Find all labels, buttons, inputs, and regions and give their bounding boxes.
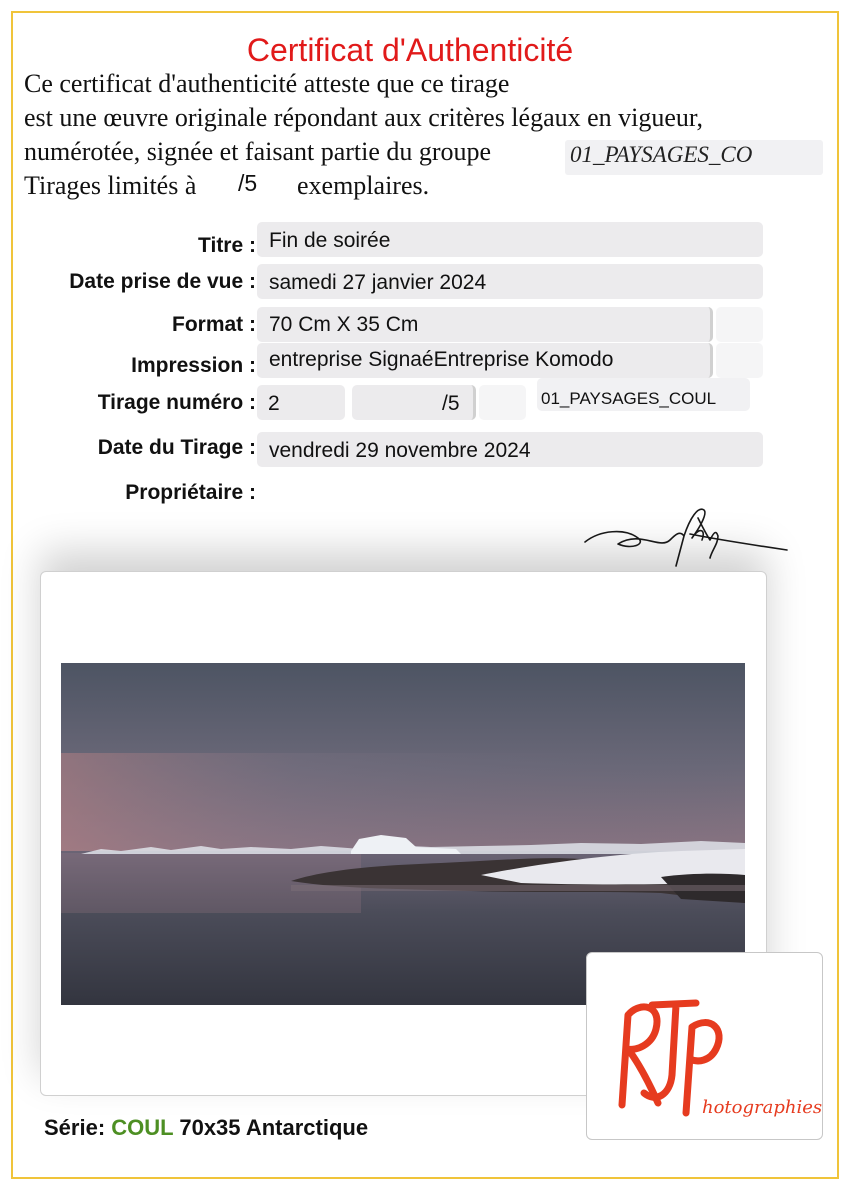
series-description: 70x35 Antarctique — [179, 1115, 369, 1140]
logo-script: hotographies — [702, 1097, 823, 1118]
intro-line-4-suffix: exemplaires. — [297, 171, 430, 200]
label-date-tirage: Date du Tirage : — [97, 436, 256, 459]
intro-line-1: Ce certificat d'authenticité atteste que ce tirage — [24, 69, 510, 98]
tirage-group-value: 01_PAYSAGES_COUL — [541, 389, 717, 408]
intro-line-4-prefix: Tirages limités à — [24, 171, 197, 200]
signature — [580, 500, 795, 575]
format-field-extra — [716, 307, 763, 342]
series-line — [44, 1115, 368, 1141]
intro-line-2: est une œuvre originale répondant aux critères légaux en vigueur, — [24, 103, 704, 132]
label-format: Format : — [172, 313, 256, 336]
label-titre: Titre : — [198, 234, 256, 257]
titre-value: Fin de soirée — [269, 229, 391, 252]
certificate-title: Certificat d'Authenticité — [246, 32, 574, 68]
tirage-total-value: /5 — [442, 392, 460, 415]
tirage-total-extra — [479, 385, 526, 420]
impression-field-extra — [716, 343, 763, 378]
format-value: 70 Cm X 35 Cm — [269, 313, 419, 336]
intro-line-3: numérotée, signée et faisant partie du groupe — [24, 137, 492, 166]
tirage-num-value: 2 — [268, 392, 280, 415]
date-tirage-value: vendredi 29 novembre 2024 — [269, 439, 531, 462]
limit-count: /5 — [238, 170, 258, 196]
rjp-logo — [600, 965, 823, 1130]
series-prefix: Série: — [44, 1115, 106, 1140]
group-field-value: 01_PAYSAGES_CO — [570, 142, 753, 167]
date-prise-value: samedi 27 janvier 2024 — [269, 271, 487, 294]
series-code: COUL — [111, 1115, 174, 1140]
label-tirage-numero: Tirage numéro : — [97, 391, 256, 414]
group-field[interactable] — [565, 140, 823, 175]
impression-value: entreprise SignaéEntreprise Komodo — [269, 348, 614, 371]
label-proprietaire: Propriétaire : — [125, 481, 256, 504]
label-date-prise: Date prise de vue : — [69, 270, 256, 293]
label-impression: Impression : — [131, 354, 256, 377]
